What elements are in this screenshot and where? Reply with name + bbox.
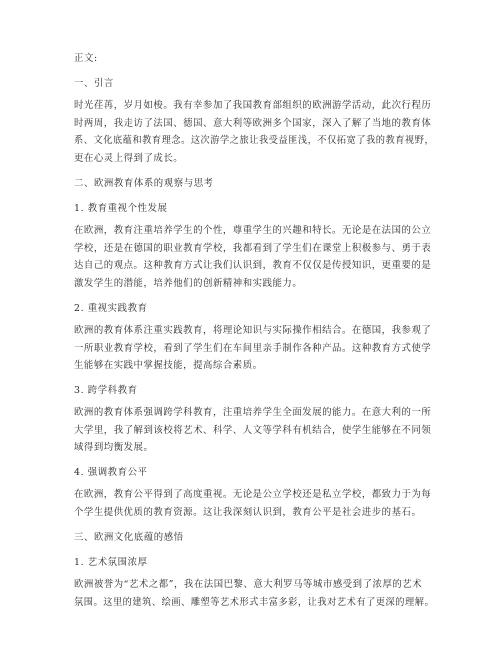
paragraph-2-line: 在欧洲，教育注重培养学生的个性，尊重学生的兴趣和特长。无论是在法国的公立 [74,225,432,236]
subsection-4-title: 4. 强调教育公平 [74,467,148,478]
paragraph-4-line: 大学里，我了解到该校将艺术、科学、人文等学科有机结合，使学生能够在不同领 [74,425,432,436]
paragraph-1-line: 更在心灵上得到了成长。 [74,153,184,164]
paragraph-2-line: 激发学生的潜能，培养他们的创新精神和实践能力。 [74,278,303,289]
paragraph-5-line: 个学生提供优质的教育资源。这让我深刻认识到，教育公平是社会进步的基石。 [74,507,422,518]
section-3-title: 三、欧洲文化底蕴的感悟 [74,532,184,543]
section-2-title: 二、欧洲教育体系的观察与思考 [74,178,214,189]
paragraph-5-line: 在欧洲，教育公平得到了高度重视。无论是公立学校还是私立学校，都致力于为每 [74,489,432,500]
paragraph-2-line: 学校，还是在德国的职业教育学校，我都看到了学生们在课堂上积极参与、勇于表 [74,243,432,254]
paragraph-1-line: 时光荏苒，岁月如梭。我有幸参加了我国教育部组织的欧洲游学活动，此次行程历 [74,100,432,111]
paragraph-4-line: 域得到均衡发展。 [74,442,154,453]
paragraph-2-line: 达自己的观点。这种教育方式让我们认识到，教育不仅仅是传授知识，更重要的是 [74,260,432,271]
subsection-5-title: 1. 艺术氛围浓厚 [74,557,148,568]
paragraph-3-line: 生能够在实践中掌握技能，提高综合素质。 [74,360,263,371]
paragraph-4-line: 欧洲的教育体系强调跨学科教育，注重培养学生全面发展的能力。在意大利的一所 [74,407,432,418]
subsection-3-title: 3. 跨学科教育 [74,385,138,396]
section-1-title: 一、引言 [74,78,114,89]
paragraph-1-line: 系、文化底蕴和教育理念。这次游学之旅让我受益匪浅，不仅拓宽了我的教育视野， [74,135,435,146]
paragraph-1-line: 时两周，我走访了法国、德国、意大利等欧洲多个国家，深入了解了当地的教育体 [74,118,432,129]
paragraph-6-line: 欧洲被誉为“艺术之都”，我在法国巴黎、意大利罗马等城市感受到了浓厚的艺术 [74,579,423,590]
paragraph-6-line: 氛围。这里的建筑、绘画、雕塑等艺术形式丰富多彩，让我对艺术有了更深的理解。 [74,597,435,608]
paragraph-3-line: 欧洲的教育体系注重实践教育，将理论知识与实际操作相结合。在德国，我参观了 [74,325,432,336]
document-label: 正文: [74,53,98,64]
subsection-1-title: 1. 教育重视个性发展 [74,203,168,214]
subsection-2-title: 2. 重视实践教育 [74,303,148,314]
paragraph-3-line: 一所职业教育学校，看到了学生们在车间里亲手制作各种产品。这种教育方式使学 [74,343,432,354]
